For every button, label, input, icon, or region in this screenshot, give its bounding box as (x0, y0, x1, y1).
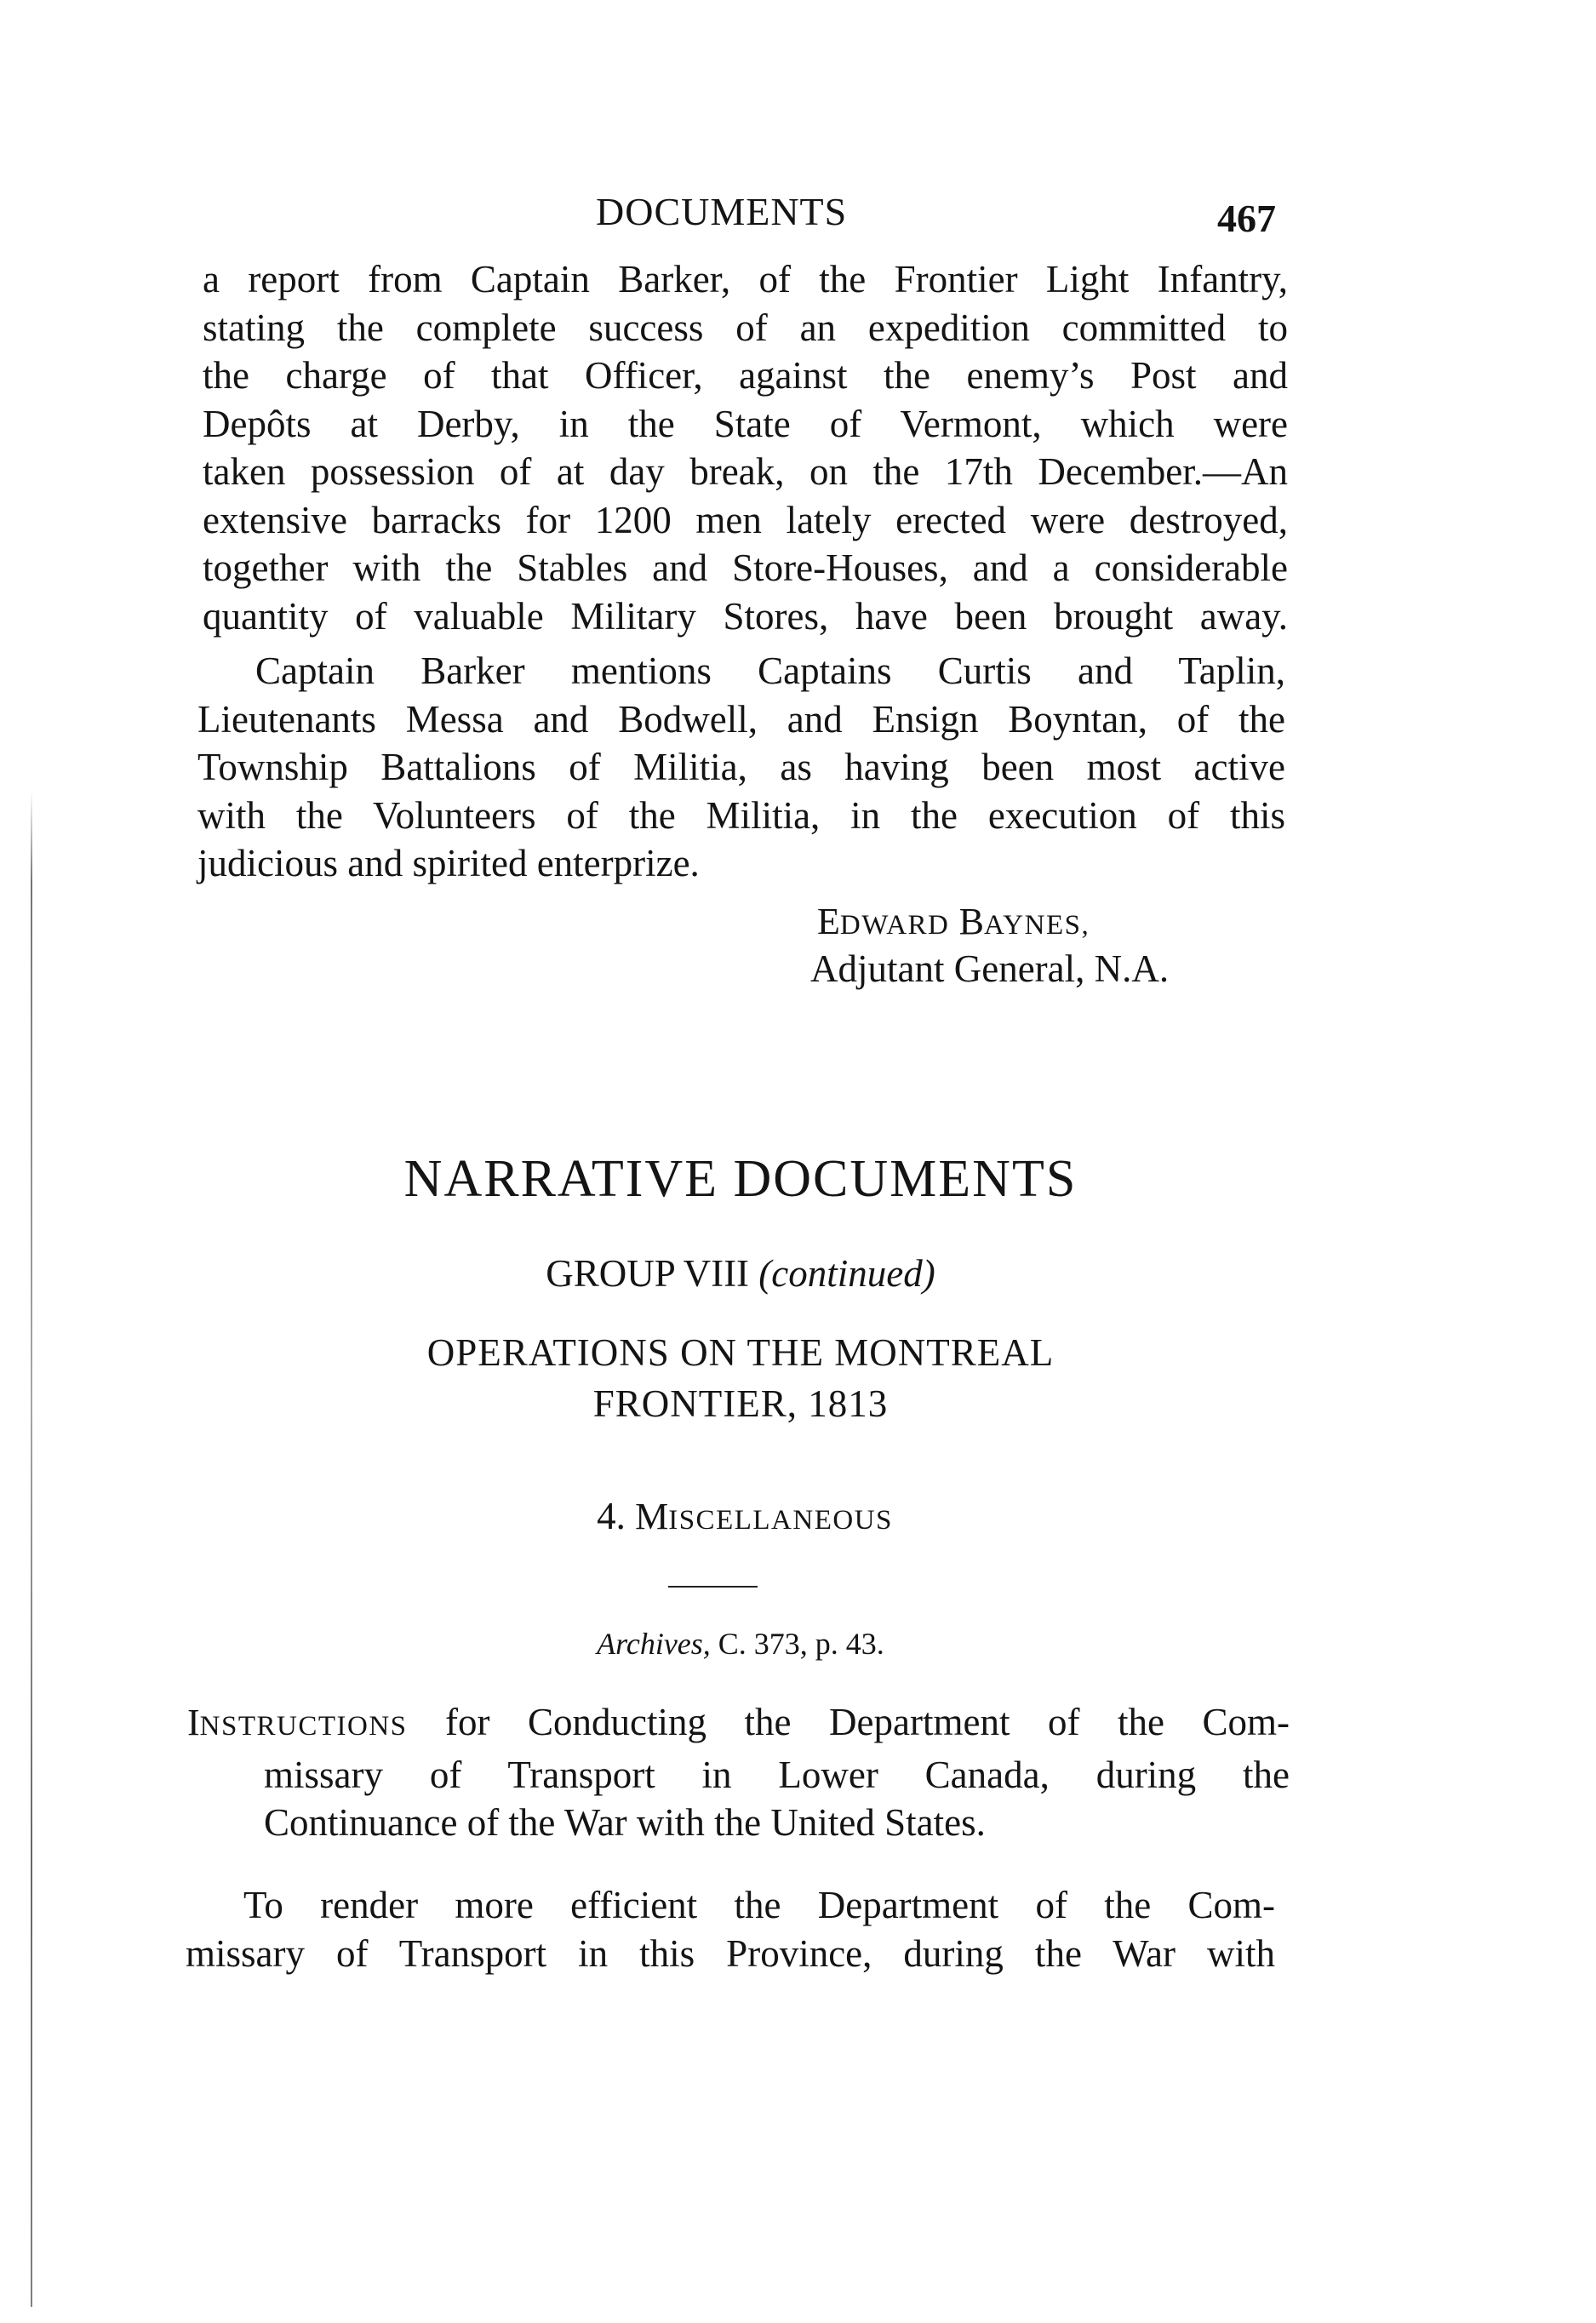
report-paragraph (203, 255, 1288, 640)
text-line: Depôts at Derby, in the State of Vermont, which were (203, 402, 1288, 445)
divider-rule (668, 1586, 758, 1588)
text-line: a report from Captain Barker, of the Frontier Light Infantry, (203, 258, 1288, 300)
scan-edge-shadow (31, 792, 32, 2307)
source-citation: Archives, C. 373, p. 43. (597, 1627, 884, 1661)
text-line: together with the Stables and Store-Houses, and a considerable (203, 546, 1288, 589)
text-line: quantity of valuable Military Stores, have been brought away. (203, 594, 1288, 638)
text-line: INSTRUCTIONS for Conducting the Department of the Com- (187, 1701, 1290, 1743)
operations-heading-line-1: OPERATIONS ON THE MONTREAL (426, 1331, 1055, 1374)
body-paragraph (186, 1881, 1275, 1977)
group-heading: GROUP VIII (continued) (546, 1252, 935, 1295)
text-line: Lieutenants Messa and Bodwell, and Ensign Boyntan, of the (197, 697, 1285, 741)
signature-title: Adjutant General, N.A. (810, 947, 1170, 990)
signature-name: EDWARD BAYNES, (817, 901, 1090, 942)
text-line: To render more efficient the Department of the Com- (243, 1884, 1275, 1926)
text-line: taken possession of at day break, on the 17th December.—An (203, 450, 1288, 493)
text-line: Continuance of the War with the United States. (264, 1801, 986, 1844)
text-line: missary of Transport in Lower Canada, during the (264, 1753, 1290, 1796)
page-number: 467 (1217, 197, 1276, 240)
instructions-heading (187, 1698, 1290, 1847)
running-head: DOCUMENTS (596, 190, 848, 233)
text-line: extensive barracks for 1200 men lately erected were destroyed, (203, 498, 1288, 541)
subsection-heading: 4. MISCELLANEOUS (597, 1495, 893, 1537)
text-line: with the Volunteers of the Militia, in the execution of this (197, 793, 1285, 837)
text-line: Township Battalions of Militia, as having been most active (197, 746, 1285, 788)
text-line: the charge of that Officer, against the enemy’s Post and (203, 354, 1288, 397)
report-paragraph-2 (197, 647, 1285, 888)
operations-heading-line-2: FRONTIER, 1813 (592, 1382, 889, 1425)
text-line: stating the complete success of an expedition committed to (203, 306, 1288, 349)
section-title: NARRATIVE DOCUMENTS (403, 1150, 1078, 1208)
text-line: judicious and spirited enterprize. (197, 842, 700, 884)
text-line: missary of Transport in this Province, during the War with (186, 1931, 1275, 1975)
text-line: Captain Barker mentions Captains Curtis and Taplin, (255, 649, 1285, 692)
